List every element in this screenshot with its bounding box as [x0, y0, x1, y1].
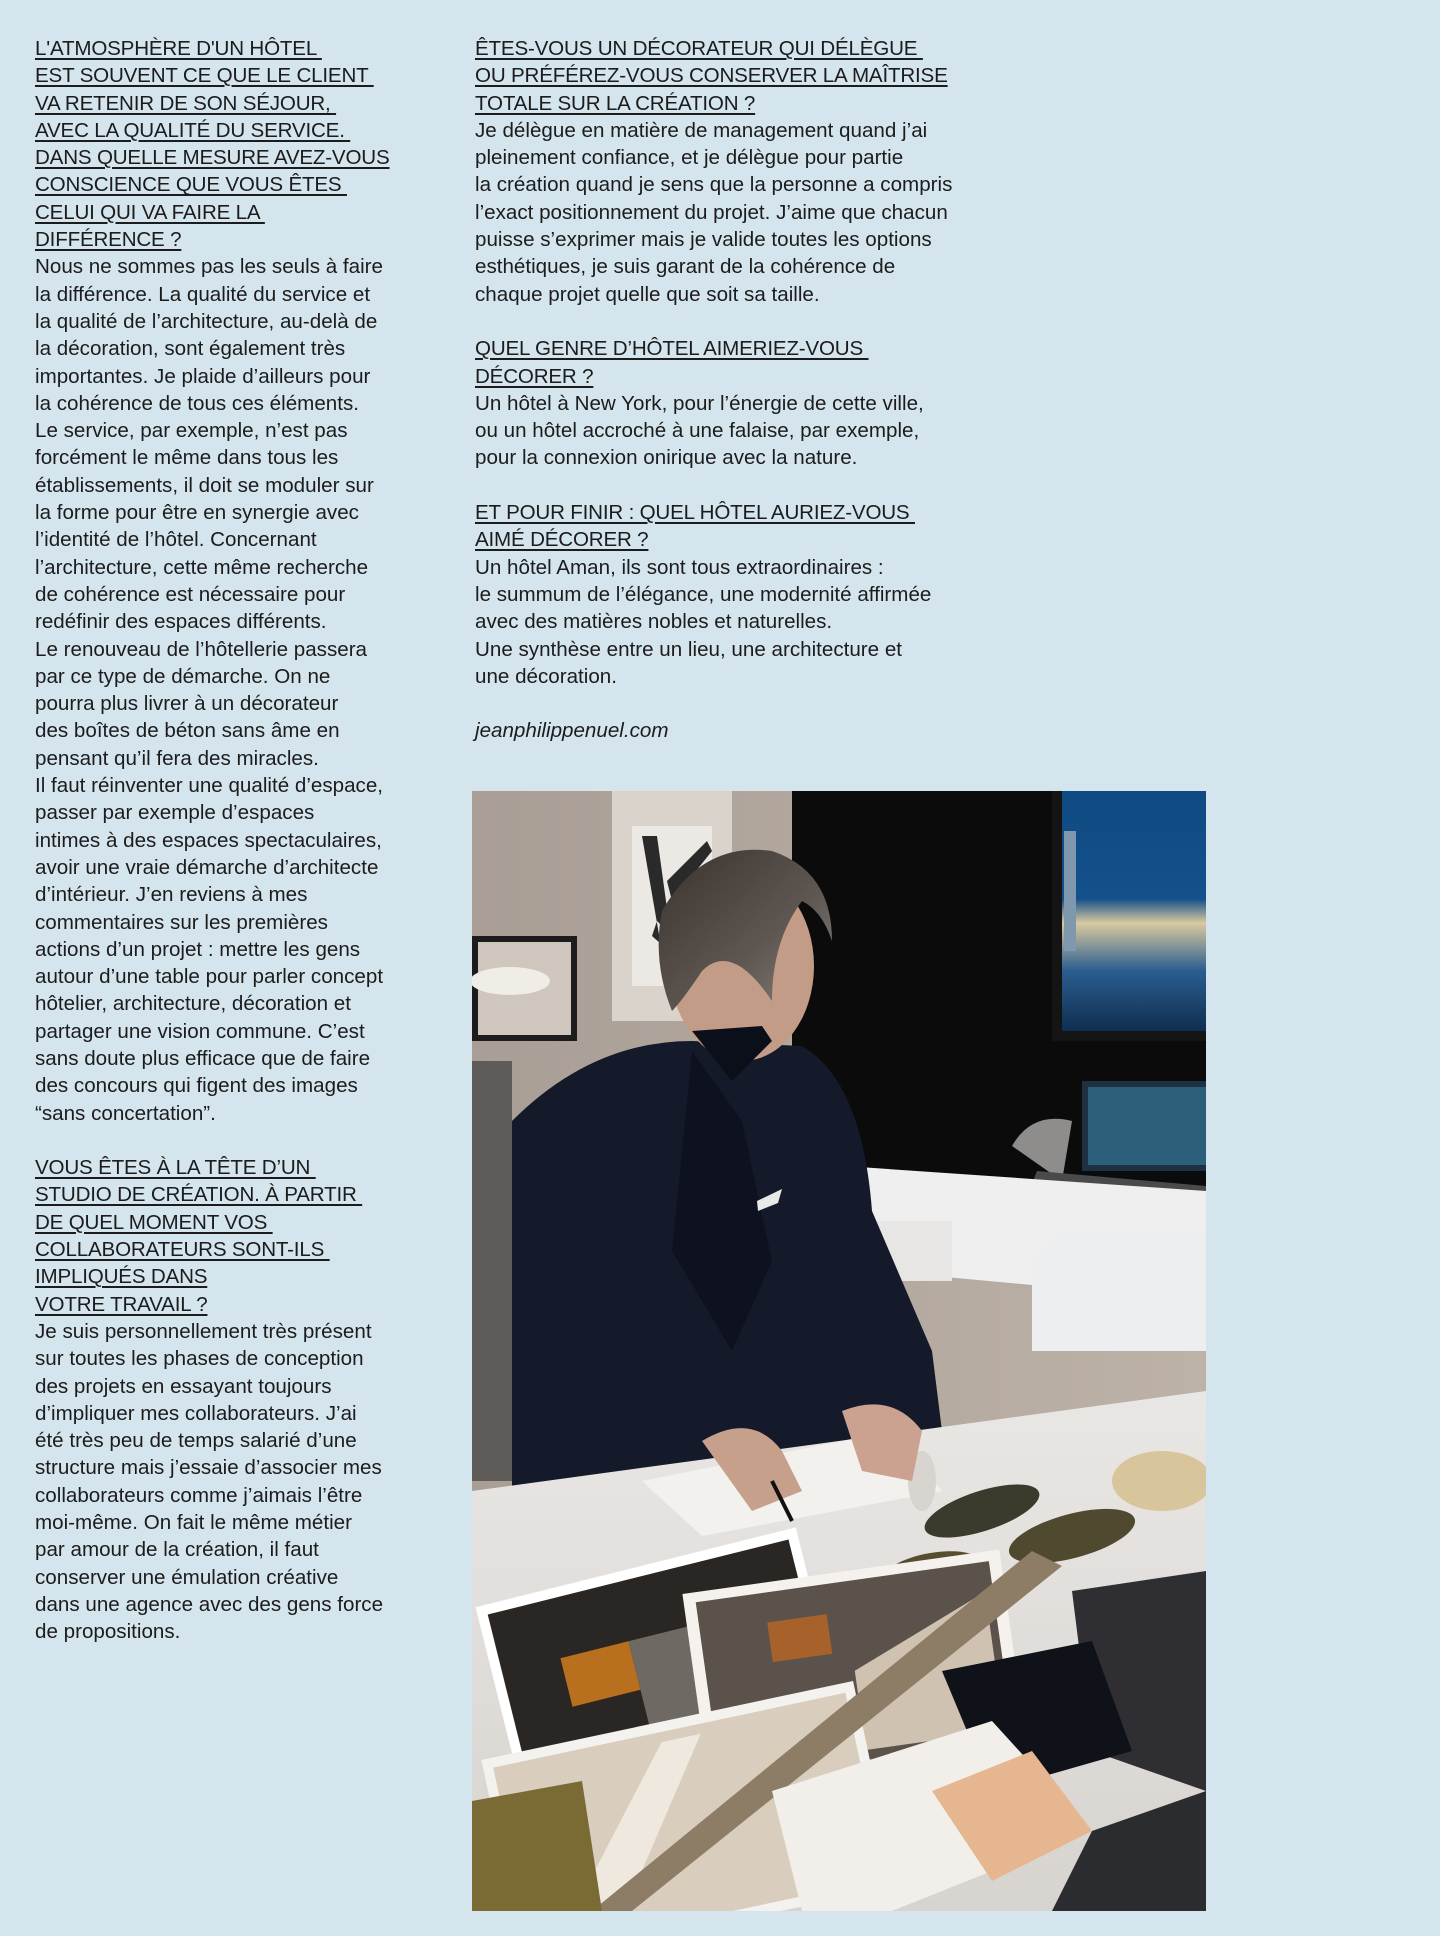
- answer-line: des concours qui figent des images: [35, 1074, 358, 1098]
- paragraph-spacer: [475, 472, 1035, 499]
- question-line: QUEL GENRE D’HÔTEL AIMERIEZ-VOUS: [475, 337, 869, 361]
- question-line: VOTRE TRAVAIL ?: [35, 1292, 208, 1316]
- answer-line: passer par exemple d’espaces: [35, 801, 315, 825]
- answer-line: esthétiques, je suis garant de la cohérence de: [475, 255, 896, 279]
- answer-line: actions d’un projet : mettre les gens: [35, 937, 361, 961]
- answer-line: partager une vision commune. C’est: [35, 1019, 365, 1043]
- answer-line: Nous ne sommes pas les seuls à faire: [35, 255, 383, 279]
- answer-line: Un hôtel Aman, ils sont tous extraordinaires :: [475, 555, 884, 579]
- answer-line: une décoration.: [475, 664, 617, 688]
- question-line: AVEC LA QUALITÉ DU SERVICE.: [35, 118, 351, 142]
- answer-line: le summum de l’élégance, une modernité affirmée: [475, 582, 932, 606]
- answer-line: autour d’une table pour parler concept: [35, 965, 384, 989]
- paragraph-spacer: [475, 690, 1035, 717]
- answer-line: Une synthèse entre un lieu, une architecture et: [475, 637, 903, 661]
- answer-line: avec des matières nobles et naturelles.: [475, 610, 833, 634]
- answer-line: redéfinir des espaces différents.: [35, 610, 327, 634]
- question-line: AIMÉ DÉCORER ?: [475, 528, 649, 552]
- question-dream-hotel: [475, 335, 1035, 390]
- answer-line: la forme pour être en synergie avec: [35, 501, 359, 525]
- answer-line: puisse s’exprimer mais je valide toutes les options: [475, 228, 932, 252]
- question-line: ET POUR FINIR : QUEL HÔTEL AURIEZ-VOUS: [475, 501, 915, 525]
- question-line: OU PRÉFÉREZ-VOUS CONSERVER LA MAÎTRISE: [475, 64, 948, 88]
- answer-line: l’architecture, cette même recherche: [35, 555, 369, 579]
- article-left-column: [35, 35, 455, 1646]
- answer-line: l’exact positionnement du projet. J’aime que chacun: [475, 200, 948, 224]
- question-line: DANS QUELLE MESURE AVEZ-VOUS: [35, 146, 390, 170]
- answer-delegation: [475, 117, 1035, 308]
- answer-line: avoir une vraie démarche d’architecte: [35, 855, 379, 879]
- question-final-hotel: [475, 499, 1035, 554]
- question-line: DIFFÉRENCE ?: [35, 228, 182, 252]
- answer-line: la décoration, sont également très: [35, 337, 346, 361]
- answer-line: par amour de la création, il faut: [35, 1538, 319, 1562]
- answer-line: la création quand je sens que la personne a compris: [475, 173, 953, 197]
- answer-line: importantes. Je plaide d’ailleurs pour: [35, 364, 371, 388]
- question-line: DE QUEL MOMENT VOS: [35, 1210, 273, 1234]
- answer-line: sur toutes les phases de conception: [35, 1347, 364, 1371]
- question-line: DÉCORER ?: [475, 364, 594, 388]
- paragraph-spacer: [475, 308, 1035, 335]
- paragraph-spacer: [35, 1127, 455, 1154]
- answer-line: Le service, par exemple, n’est pas: [35, 419, 348, 443]
- answer-line: chaque projet quelle que soit sa taille.: [475, 282, 820, 306]
- answer-line: ou un hôtel accroché à une falaise, par exemple,: [475, 419, 920, 443]
- question-line: VOUS ÊTES À LA TÊTE D’UN: [35, 1156, 316, 1180]
- answer-line: par ce type de démarche. On ne: [35, 664, 331, 688]
- answer-line: des boîtes de béton sans âme en: [35, 719, 340, 743]
- answer-line: de propositions.: [35, 1620, 181, 1644]
- answer-line: des projets en essayant toujours: [35, 1374, 332, 1398]
- answer-line: la cohérence de tous ces éléments.: [35, 391, 359, 415]
- answer-dream-hotel: [475, 390, 1035, 472]
- answer-line: forcément le même dans tous les: [35, 446, 339, 470]
- question-line: TOTALE SUR LA CRÉATION ?: [475, 91, 756, 115]
- question-line: VA RETENIR DE SON SÉJOUR,: [35, 91, 337, 115]
- question-line: IMPLIQUÉS DANS: [35, 1265, 208, 1289]
- answer-line: pensant qu’il fera des miracles.: [35, 746, 319, 770]
- answer-line: pleinement confiance, et je délègue pour partie: [475, 146, 904, 170]
- answer-line: Il faut réinventer une qualité d’espace,: [35, 774, 384, 798]
- question-delegation: [475, 35, 1035, 117]
- answer-studio-collaborators: [35, 1318, 455, 1646]
- answer-line: commentaires sur les premières: [35, 910, 328, 934]
- question-line: EST SOUVENT CE QUE LE CLIENT: [35, 64, 374, 88]
- question-line: CONSCIENCE QUE VOUS ÊTES: [35, 173, 347, 197]
- answer-hotel-atmosphere: [35, 253, 455, 1127]
- answer-line: sans doute plus efficace que de faire: [35, 1046, 371, 1070]
- answer-line: dans une agence avec des gens force: [35, 1592, 384, 1616]
- answer-line: établissements, il doit se moduler sur: [35, 473, 374, 497]
- answer-line: moi-même. On fait le même métier: [35, 1511, 352, 1535]
- question-studio-collaborators: [35, 1154, 455, 1318]
- answer-final-hotel: [475, 554, 1035, 690]
- answer-line: pourra plus livrer à un décorateur: [35, 692, 339, 716]
- answer-line: intimes à des espaces spectaculaires,: [35, 828, 382, 852]
- answer-line: Je suis personnellement très présent: [35, 1319, 372, 1343]
- question-line: CELUI QUI VA FAIRE LA: [35, 200, 265, 224]
- answer-line: Je délègue en matière de management quand j’ai: [475, 118, 928, 142]
- designer-photo-illustration: [472, 791, 1206, 1911]
- website-link[interactable]: jeanphilippenuel.com: [475, 719, 669, 743]
- answer-line: de cohérence est nécessaire pour: [35, 582, 346, 606]
- answer-line: “sans concertation”.: [35, 1101, 216, 1125]
- answer-line: pour la connexion onirique avec la nature.: [475, 446, 858, 470]
- article-right-column: [475, 35, 1035, 745]
- answer-line: conserver une émulation créative: [35, 1565, 339, 1589]
- question-hotel-atmosphere: [35, 35, 455, 253]
- answer-line: Un hôtel à New York, pour l’énergie de cette ville,: [475, 391, 924, 415]
- answer-line: la différence. La qualité du service et: [35, 282, 371, 306]
- designer-photo: [472, 791, 1206, 1911]
- answer-line: Le renouveau de l’hôtellerie passera: [35, 637, 368, 661]
- answer-line: d’intérieur. J’en reviens à mes: [35, 883, 308, 907]
- question-line: COLLABORATEURS SONT-ILS: [35, 1238, 330, 1262]
- answer-line: hôtelier, architecture, décoration et: [35, 992, 351, 1016]
- question-line: L'ATMOSPHÈRE D'UN HÔTEL: [35, 37, 322, 60]
- answer-line: collaborateurs comme j’aimais l’être: [35, 1483, 363, 1507]
- answer-line: d’impliquer mes collaborateurs. J’ai: [35, 1401, 357, 1425]
- question-line: STUDIO DE CRÉATION. À PARTIR: [35, 1183, 363, 1207]
- answer-line: été très peu de temps salarié d’une: [35, 1429, 357, 1453]
- answer-line: la qualité de l’architecture, au-delà de: [35, 309, 378, 333]
- answer-line: l’identité de l’hôtel. Concernant: [35, 528, 317, 552]
- question-line: ÊTES-VOUS UN DÉCORATEUR QUI DÉLÈGUE: [475, 37, 923, 60]
- answer-line: structure mais j’essaie d’associer mes: [35, 1456, 382, 1480]
